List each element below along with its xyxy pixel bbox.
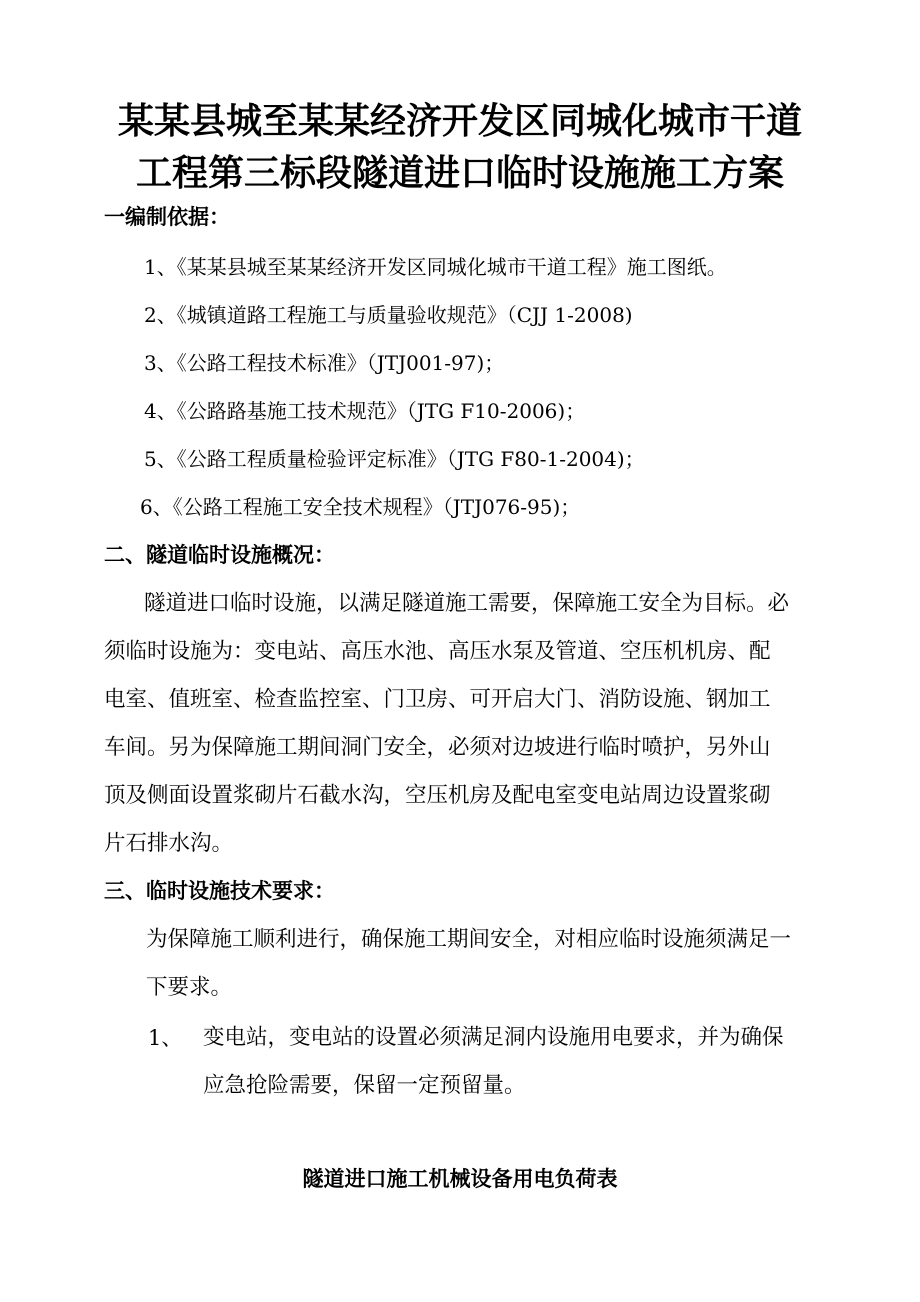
basis-item: 6、《公路工程施工安全技术规程》（JTJ076-95)； [140, 495, 581, 519]
document-title-line-2: 工程第三标段隧道进口临时设施施工方案 [135, 152, 784, 194]
basis-item: 1、《某某县城至某某经济开发区同城化城市干道工程》施工图纸。 [144, 255, 727, 279]
paragraph-line: 片石排水沟。 [104, 831, 234, 856]
section-heading-basis: 一编制依据： [104, 204, 230, 229]
table-caption: 隧道进口施工机械设备用电负荷表 [302, 1166, 618, 1191]
basis-item: 4、《公路路基施工技术规范》（JTG F10-2006)； [144, 399, 586, 423]
list-item-line: 变电站，变电站的设置必须满足洞内设施用电要求，并为确保 [203, 1025, 784, 1050]
basis-item: 2、《城镇道路工程施工与质量验收规范》（CJJ 1-2008) [144, 303, 633, 327]
basis-item: 5、《公路工程质量检验评定标准》（JTG F80-1-2004)； [144, 447, 645, 471]
list-item-line: 应急抢险需要，保留一定预留量。 [203, 1073, 526, 1098]
paragraph-line: 车间。另为保障施工期间洞门安全，必须对边坡进行临时喷护，另外山 [104, 735, 771, 760]
paragraph-line: 电室、值班室、检查监控室、门卫房、可开启大门、消防设施、钢加工 [104, 687, 771, 712]
section-heading-requirements: 三、临时设施技术要求： [104, 878, 335, 903]
basis-item: 3、《公路工程技术标准》（JTJ001-97)； [144, 351, 505, 375]
paragraph-line: 为保障施工顺利进行，确保施工期间安全，对相应临时设施须满足一 [146, 927, 792, 952]
paragraph-line: 须临时设施为：变电站、高压水池、高压水泵及管道、空压机机房、配 [104, 639, 771, 664]
paragraph-line: 隧道进口临时设施，以满足隧道施工需要，保障施工安全为目标。必 [144, 591, 790, 616]
list-item-number: 1、 [148, 1026, 183, 1050]
document-title-line-1: 某某县城至某某经济开发区同城化城市干道 [117, 100, 802, 142]
section-heading-overview: 二、隧道临时设施概况： [104, 542, 335, 567]
paragraph-line: 顶及侧面设置浆砌片石截水沟，空压机房及配电室变电站周边设置浆砌 [104, 783, 771, 808]
paragraph-line: 下要求。 [146, 975, 233, 1000]
